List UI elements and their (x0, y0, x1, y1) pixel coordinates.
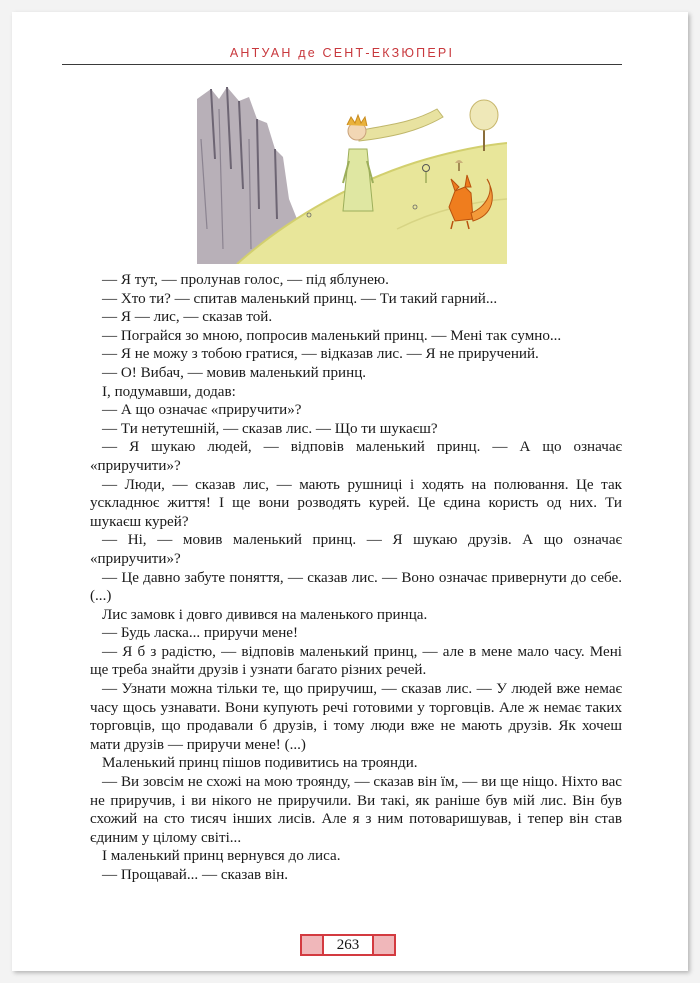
paragraph: — Пограйся зо мною, попросив маленький принц. — Мені так сумно... (102, 327, 562, 344)
paragraph: — Ви зовсім не схожі на мою троянду, — сказав він їм, — ви ще ніщо. Ніхто вас не приручив, і ви нікого не приручили. Ви такі, як раніше був мій лис. Він був схожий на сто тисяч інших лисів. Але я з ним потоваришував, і тепер він став єдиним у цілому світі... (90, 774, 622, 846)
paragraph: — Ні, — мовив маленький принц. — Я шукаю друзів. А що означає «приручити»? (90, 532, 622, 567)
paragraph: Лис замовк і довго дивився на маленького принца. (102, 606, 428, 623)
paragraph: — Я — лис, — сказав той. (102, 309, 273, 326)
paragraph: — Люди, — сказав лис, — мають рушниці і ходять на полювання. Це так ускладнює життя! І ще вони розводять курей. Це єдина користь од них. Ти шукаєш курей? (90, 476, 622, 530)
paragraph: — Будь ласка... приручи мене! (102, 625, 299, 642)
illustration-little-prince-and-fox (197, 79, 507, 264)
book-page (12, 12, 688, 971)
page-number-box (300, 934, 396, 956)
header-divider (62, 64, 622, 65)
paragraph: — Я тут, — пролунав голос, — під яблунею. (102, 272, 389, 288)
page-marker-right (372, 934, 396, 956)
paragraph: — О! Вибач, — мовив маленький принц. (102, 364, 367, 381)
paragraph: І, подумавши, додав: (102, 383, 236, 400)
paragraph: — Це давно забуте поняття, — сказав лис. — Воно означає привернути до себе. (...) (90, 569, 622, 605)
running-header: АНТУАН де СЕНТ-ЕКЗЮПЕРІ (229, 46, 455, 60)
story-text (90, 271, 622, 885)
paragraph: — Узнати можна тільки те, що приручиш, — сказав лис. — У людей вже немає часу щось узнавати. Вони купують речі готовими у торговців. Але ж немає таких торговців, що продавали б друзів, і тому люди вже не мають друзів. Як хочеш мати друзів — приручи мене! (...) (90, 681, 622, 753)
paragraph: — А що означає «приручити»? (102, 402, 302, 419)
paragraph: — Ти нетутешній, — сказав лис. — Що ти шукаєш? (102, 420, 438, 437)
page-number: 263 (324, 934, 372, 956)
page-marker-left (300, 934, 324, 956)
paragraph: — Прощавай... — сказав він. (102, 867, 289, 883)
paragraph: — Я шукаю людей, — відповів маленький принц. — А що означає «приручити»? (90, 439, 622, 474)
paragraph: І маленький принц вернувся до лиса. (102, 848, 341, 865)
paragraph: — Хто ти? — спитав маленький принц. — Ти такий гарний... (102, 290, 498, 307)
paragraph: — Я б з радістю, — відповів маленький принц, — але в мене мало часу. Мені ще треба знайти друзів і узнати багато різних речей. (90, 643, 622, 679)
paragraph: — Я не можу з тобою гратися, — відказав лис. — Я не приручений. (102, 346, 539, 363)
paragraph: Маленький принц пішов подивитись на троянди. (102, 755, 418, 772)
